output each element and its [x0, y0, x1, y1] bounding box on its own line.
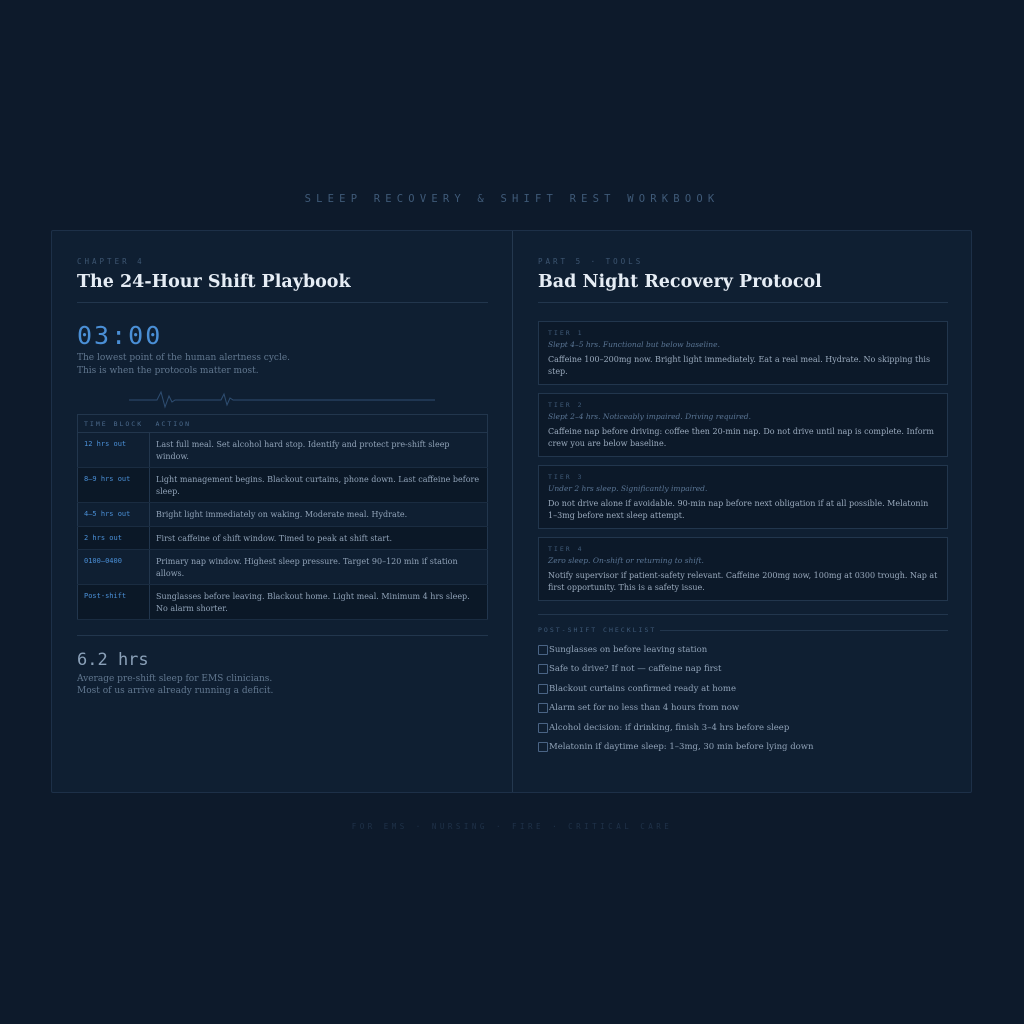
sleep-stat-value: 6.2 hrs — [77, 650, 149, 670]
tier-instructions: Caffeine 100–200mg now. Bright light immediately. Eat a real meal. Hydrate. No skipping this step. — [548, 355, 931, 376]
time-block-cell: 4–5 hrs out — [78, 503, 150, 527]
table-row — [78, 433, 488, 468]
sleep-stat-description — [77, 673, 488, 697]
section-divider — [538, 614, 948, 615]
checkbox[interactable] — [538, 723, 548, 733]
tier-card — [538, 465, 948, 529]
tier-instructions: Do not drive alone if avoidable. 90-min nap before next obligation if at all possible. Melatonin 1–3mg before next sleep attempt. — [548, 499, 929, 520]
stat-description-line: Average pre-shift sleep for EMS clinicians. — [77, 674, 273, 684]
checklist-item[interactable] — [538, 699, 948, 719]
tier-instructions: Notify supervisor if patient-safety relevant. Caffeine 200mg now, 100mg at 0300 trough. Nap at first opportunity. This is a safety issue. — [548, 571, 938, 592]
stat-description-line: Most of us arrive already running a deficit. — [77, 686, 274, 696]
time-block-cell: 8–9 hrs out — [78, 468, 150, 503]
checklist-item[interactable] — [538, 660, 948, 680]
tier-label: TIER 4 — [548, 545, 584, 553]
right-page — [538, 231, 948, 757]
tier-label: TIER 2 — [548, 401, 584, 409]
book-spine — [512, 231, 513, 792]
tier-card — [538, 537, 948, 601]
left-page — [77, 231, 488, 697]
clock-description-line: The lowest point of the human alertness cycle. — [77, 353, 291, 363]
table-row — [78, 526, 488, 550]
tier-card — [538, 321, 948, 385]
checklist-heading — [538, 626, 948, 634]
checklist-item-label: Alarm set for no less than 4 hours from now — [549, 703, 740, 714]
checklist-item[interactable] — [538, 640, 948, 660]
chapter-label: CHAPTER 4 — [77, 257, 145, 266]
checkbox[interactable] — [538, 645, 548, 655]
post-shift-checklist — [538, 640, 948, 757]
tier-instructions: Caffeine nap before driving: coffee then 20-min nap. Do not drive until nap is complete. Inform crew you are below baseline. — [548, 427, 934, 448]
tier-condition: Slept 4–5 hrs. Functional but below baseline. — [548, 340, 720, 349]
checklist-item-label: Blackout curtains confirmed ready at home — [549, 683, 736, 694]
checklist-item-label: Sunglasses on before leaving station — [549, 644, 708, 655]
action-cell: Last full meal. Set alcohol hard stop. Identify and protect pre-shift sleep window. — [150, 433, 488, 468]
checklist-title: POST-SHIFT CHECKLIST — [538, 626, 657, 634]
checkbox[interactable] — [538, 684, 548, 694]
tier-condition: Under 2 hrs sleep. Significantly impaired. — [548, 484, 708, 493]
table-header-row — [78, 415, 488, 433]
checklist-item-label: Melatonin if daytime sleep: 1–3mg, 30 min before lying down — [549, 742, 814, 753]
page-title: Bad Night Recovery Protocol — [538, 272, 948, 303]
checklist-item-label: Alcohol decision: if drinking, finish 3–4 hrs before sleep — [549, 722, 790, 733]
section-divider — [77, 635, 488, 636]
clock-description — [77, 352, 488, 378]
checklist-item[interactable] — [538, 718, 948, 738]
action-cell: Light management begins. Blackout curtains, phone down. Last caffeine before sleep. — [150, 468, 488, 503]
table-row — [78, 585, 488, 620]
tier-card — [538, 393, 948, 457]
checkbox[interactable] — [538, 703, 548, 713]
table-row — [78, 503, 488, 527]
time-block-table — [77, 414, 488, 620]
tier-condition: Zero sleep. On-shift or returning to shift. — [548, 556, 704, 565]
column-header-time-block: TIME BLOCK — [78, 415, 150, 433]
time-block-cell: Post-shift — [78, 585, 150, 620]
table-row — [78, 468, 488, 503]
checklist-item-label: Safe to drive? If not — caffeine nap first — [549, 664, 722, 675]
action-cell: Bright light immediately on waking. Moderate meal. Hydrate. — [150, 503, 488, 527]
time-block-cell: 0100–0400 — [78, 550, 150, 585]
part-label: PART 5 · TOOLS — [538, 257, 644, 266]
clock-description-line: This is when the protocols matter most. — [77, 366, 259, 376]
checklist-item[interactable] — [538, 679, 948, 699]
time-block-cell: 12 hrs out — [78, 433, 150, 468]
time-block-cell: 2 hrs out — [78, 526, 150, 550]
checklist-rule — [660, 630, 948, 631]
action-cell: First caffeine of shift window. Timed to peak at shift start. — [150, 526, 488, 550]
action-cell: Sunglasses before leaving. Blackout home. Light meal. Minimum 4 hrs sleep. No alarm shorter. — [150, 585, 488, 620]
audience-footer: FOR EMS · NURSING · FIRE · CRITICAL CARE — [351, 822, 673, 831]
page-title: The 24-Hour Shift Playbook — [77, 272, 488, 303]
column-header-action: ACTION — [150, 415, 488, 433]
checkbox[interactable] — [538, 664, 548, 674]
clock-time: 03:00 — [77, 321, 163, 350]
checkbox[interactable] — [538, 742, 548, 752]
tier-label: TIER 1 — [548, 329, 584, 337]
checklist-item[interactable] — [538, 738, 948, 758]
workbook-title: SLEEP RECOVERY & SHIFT REST WORKBOOK — [304, 193, 720, 205]
tier-label: TIER 3 — [548, 473, 584, 481]
table-row — [78, 550, 488, 585]
action-cell: Primary nap window. Highest sleep pressure. Target 90–120 min if station allows. — [150, 550, 488, 585]
workbook-spread — [51, 230, 972, 793]
heartbeat-line-icon — [77, 390, 488, 410]
tier-condition: Slept 2–4 hrs. Noticeably impaired. Driving required. — [548, 412, 751, 421]
